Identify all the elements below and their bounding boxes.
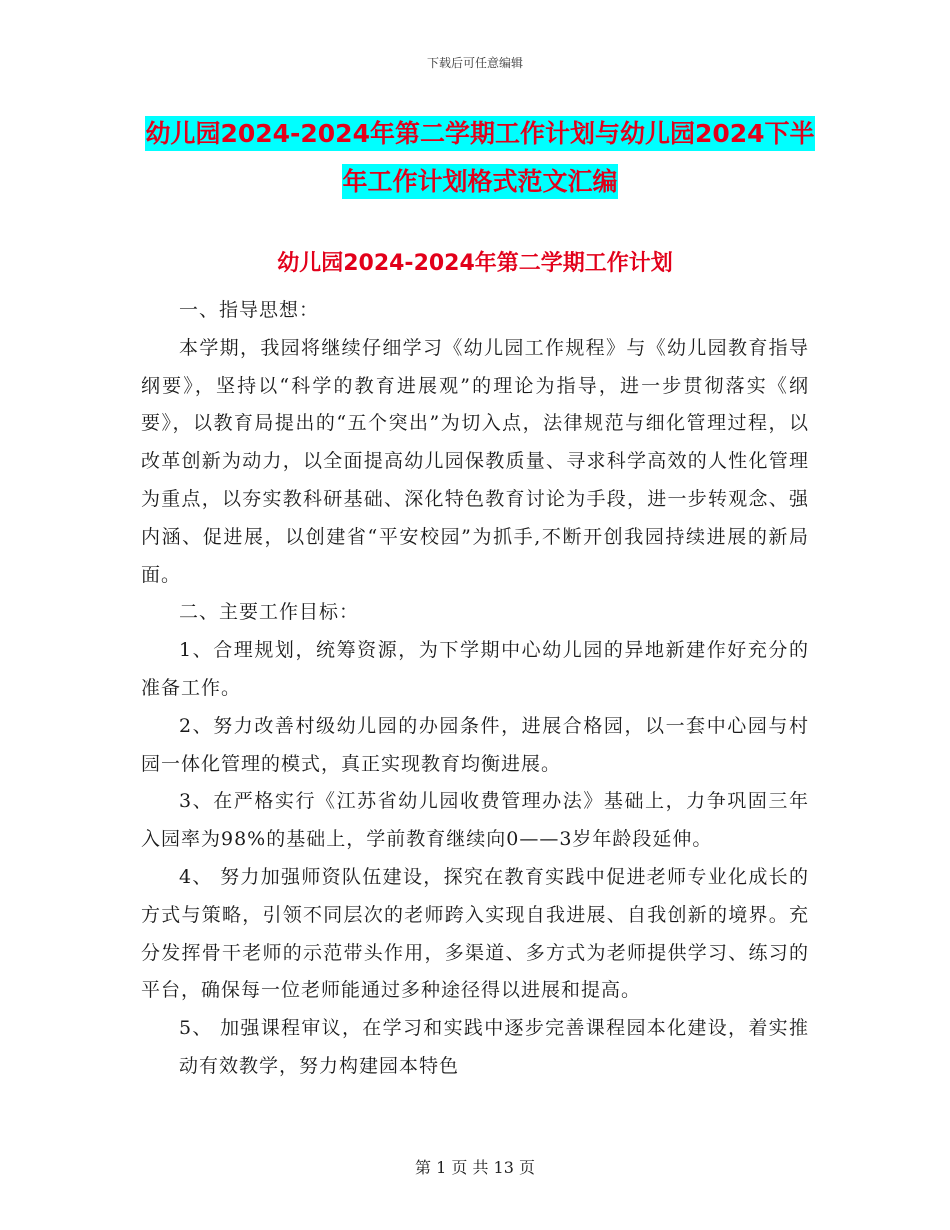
goal-item-2: 2、努力改善村级幼儿园的办园条件，进展合格园，以一套中心园与村园一体化管理的模式，真正实现教育均衡进展。 xyxy=(141,714,809,775)
goal-item-3: 3、在严格实行《江苏省幼儿园收费管理办法》基础上，力争巩固三年入园率为98%的基础上，学前教育继续向0——3岁年龄段延伸。 xyxy=(141,790,809,851)
header-note: 下载后可任意编辑 xyxy=(426,56,523,70)
document-title xyxy=(140,110,820,206)
goal-item-1: 1、合理规划，统筹资源，为下学期中心幼儿园的异地新建作好充分的准备工作。 xyxy=(141,639,809,699)
heading-guiding-ideology: 一、指导思想： xyxy=(179,299,320,321)
document-body xyxy=(141,292,809,1086)
document-title-text: 幼儿园2024-2024年第二学期工作计划与幼儿园2024下半年工作计划格式范文汇编 xyxy=(145,116,814,199)
section-title: 幼儿园2024-2024年第二学期工作计划 xyxy=(277,251,673,276)
page-footer: 第 1 页 共 13 页 xyxy=(415,1158,535,1177)
paragraph-guiding-ideology: 本学期，我园将继续仔细学习《幼儿园工作规程》与《幼儿园教育指导纲要》，坚持以“科学的教育进展观”的理论为指导，进一步贯彻落实《纲要》，以教育局提出的“五个突出”为切入点，法律规范与细化管理过程，以改革创新为动力，以全面提高幼儿园保教质量、寻求科学高效的人性化管理为重点，以夯实教科研基础、深化特色教育讨论为手段，进一步转观念、强内涵、促进展，以创建省“平安校园”为抓手,不断开创我园持续进展的新局面。 xyxy=(141,336,809,586)
heading-main-goals: 二、主要工作目标： xyxy=(179,601,360,624)
goal-item-5: 5、 加强课程审议，在学习和实践中逐步完善课程园本化建设，着实推动有效教学，努力构建园本特色 xyxy=(179,1017,809,1077)
goal-item-4: 4、 努力加强师资队伍建设，探究在教育实践中促进老师专业化成长的方式与策略，引领不同层次的老师跨入实现自我进展、自我创新的境界。充分发挥骨干老师的示范带头作用，多渠道、多方式为老师提供学习、练习的平台，确保每一位老师能通过多种途径得以进展和提高。 xyxy=(141,865,809,1002)
